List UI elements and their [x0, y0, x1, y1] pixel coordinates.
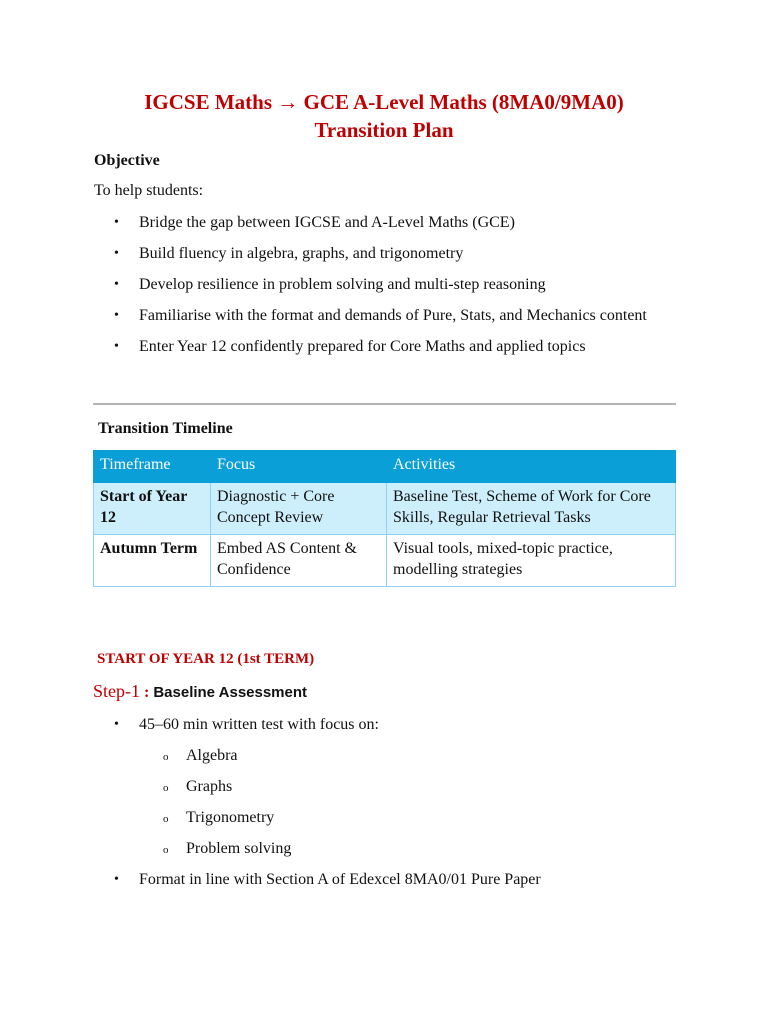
column-header-activities: Activities [387, 451, 676, 483]
horizontal-divider [93, 403, 676, 405]
cell-focus: Embed AS Content & Confidence [211, 535, 387, 587]
list-item: • Familiarise with the format and demands of Pure, Stats, and Mechanics content [94, 305, 674, 326]
title-line-2: Transition Plan [314, 118, 454, 142]
section-heading: START OF YEAR 12 (1st TERM) [97, 651, 315, 667]
step-separator: : [140, 684, 154, 701]
table-row [94, 535, 676, 587]
table-header-row [94, 451, 676, 483]
title-line-1: IGCSE Maths → GCE A-Level Maths (8MA0/9MA0) [144, 90, 624, 114]
list-item-text: 45–60 min written test with focus on: [139, 716, 379, 733]
cell-activities: Visual tools, mixed-topic practice, modelling strategies [387, 535, 676, 587]
cell-timeframe: Autumn Term [94, 535, 211, 587]
step-number: Step-1 [93, 681, 140, 701]
cell-focus: Diagnostic + Core Concept Review [211, 483, 387, 535]
column-header-focus: Focus [211, 451, 387, 483]
step-title: Baseline Assessment [153, 684, 308, 701]
column-header-timeframe: Timeframe [94, 451, 211, 483]
objective-list [94, 212, 674, 367]
list-item: • Format in line with Section A of Edexcel 8MA0/01 Pure Paper [94, 869, 674, 890]
step-heading [93, 681, 307, 702]
list-item: • Enter Year 12 confidently prepared for Core Maths and applied topics [94, 336, 674, 357]
cell-activities: Baseline Test, Scheme of Work for Core Skills, Regular Retrieval Tasks [387, 483, 676, 535]
objective-heading: Objective [94, 152, 160, 169]
step-list [94, 714, 674, 900]
sub-list-item: o Trigonometry [139, 807, 674, 828]
list-item: • Bridge the gap between IGCSE and A-Level Maths (GCE) [94, 212, 674, 233]
sub-list-item: o Algebra [139, 745, 674, 766]
objective-intro: To help students: [94, 182, 204, 199]
timeline-heading: Transition Timeline [98, 420, 233, 437]
sub-list [139, 745, 674, 859]
timeline-table [93, 450, 676, 587]
list-item: • Develop resilience in problem solving and multi-step reasoning [94, 274, 674, 295]
sub-list-item: o Graphs [139, 776, 674, 797]
list-item [94, 714, 674, 859]
table-row [94, 483, 676, 535]
list-item: • Build fluency in algebra, graphs, and trigonometry [94, 243, 674, 264]
page-title [0, 88, 768, 144]
cell-timeframe: Start of Year 12 [94, 483, 211, 535]
sub-list-item: o Problem solving [139, 838, 674, 859]
